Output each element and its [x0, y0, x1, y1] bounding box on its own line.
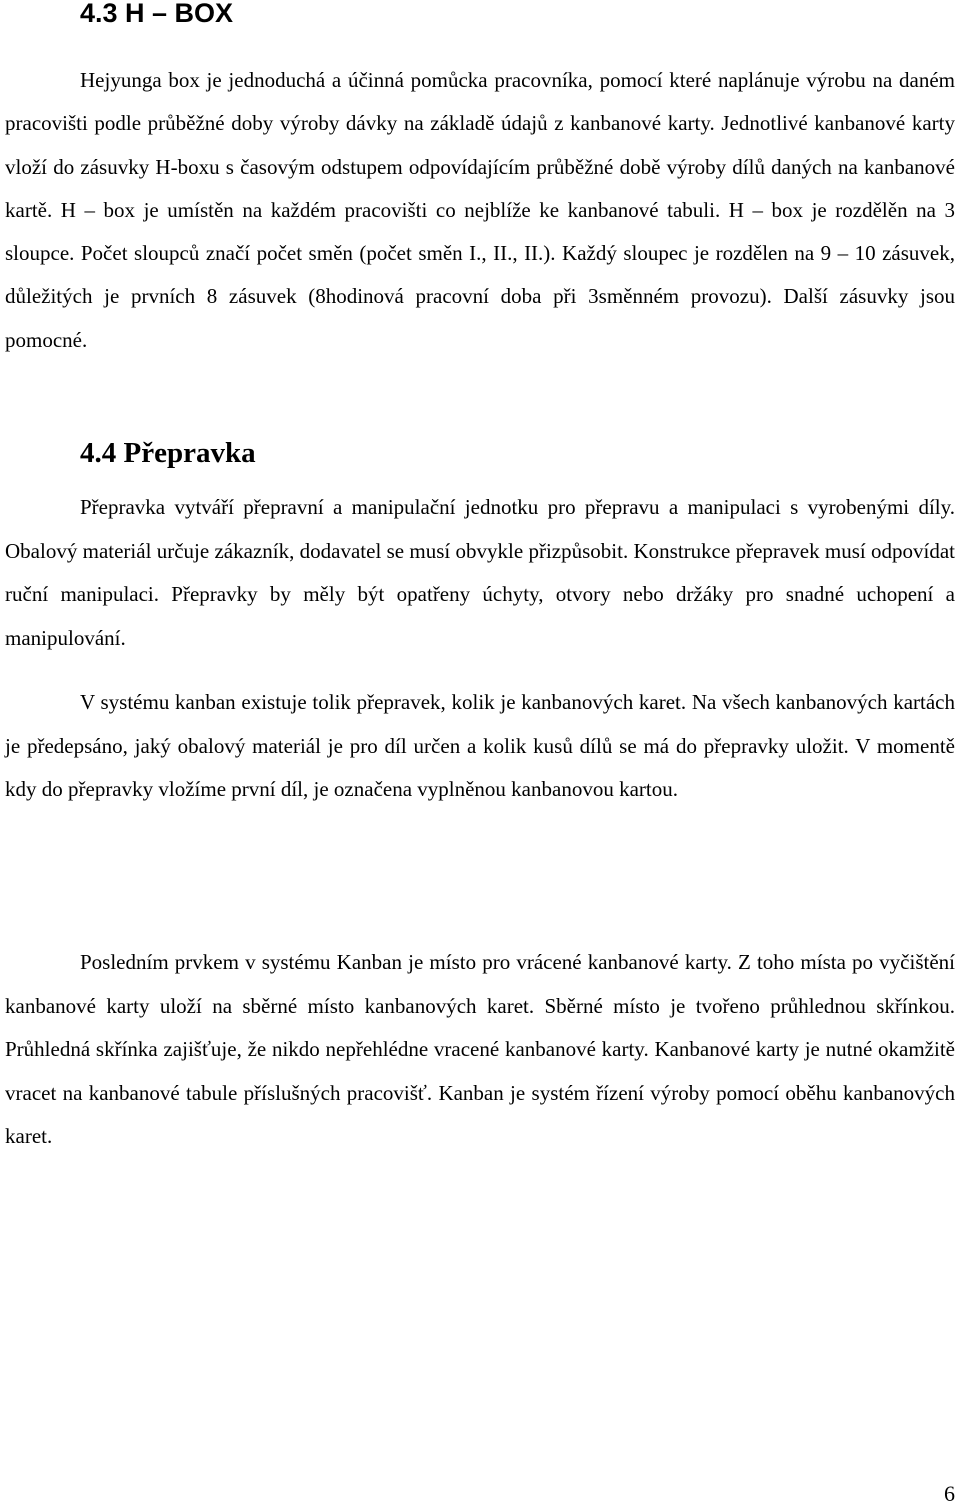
prepravka-paragraph-2: V systému kanban existuje tolik přepravek, kolik je kanbanových karet. Na všech kanbanových kartách je předepsáno, jaký obalový materiál je pro díl určen a kolik kusů dílů se má do přepravky uložit. V momentě kdy do přepravky vložíme první díl, je označena vyplněnou kanbanovou kartou. — [5, 690, 955, 801]
h-box-paragraph: Hejyunga box je jednoduchá a účinná pomůcka pracovníka, pomocí které naplánuje výrobu na daném pracovišti podle průběžné doby výroby dávky na základě údajů z kanbanové karty. Jednotlivé kanbanové karty vloží do zásuvky H-boxu s časovým odstupem odpovídajícím průběžné době výroby dílů daných na kanbanové kartě. H – box je umístěn na každém pracovišti co nejblíže ke kanbanové tabuli. H – box je rozdělěn na 3 sloupce. Počet sloupců značí počet směn (počet směn I., II., II.). Každý sloupec je rozdělen na 9 – 10 zásuvek, důležitých je prvních 8 zásuvek (8hodinová pracovní doba při 3směnném provozu). Další zásuvky jsou pomocné. — [5, 68, 955, 352]
section-heading-prepravka: 4.4 Přepravka — [80, 437, 256, 469]
prepravka-paragraph-3: Posledním prvkem v systému Kanban je místo pro vrácené kanbanové karty. Z toho místa po vyčištění kanbanové karty uloží na sběrné místo kanbanových karet. Sběrné místo je tvořeno průhlednou skřínkou. Průhledná skřínka zajišťuje, že nikdo nepřehlédne vracené kanbanové karty. Kanbanové karty je nutné okamžitě vracet na kanbanové tabule příslušných pracovišť. Kanban je systém řízení výroby pomocí oběhu kanbanových karet. — [5, 950, 955, 1148]
page-number: 6 — [944, 1481, 955, 1506]
prepravka-paragraph-1: Přepravka vytváří přepravní a manipulační jednotku pro přepravu a manipulaci s vyrobenými díly. Obalový materiál určuje zákazník, dodavatel se musí obvykle přizpůsobit. Konstrukce přepravek musí odpovídat ruční manipulaci. Přepravky by měly být opatřeny úchyty, otvory nebo držáky pro snadné uchopení a manipulování. — [5, 495, 955, 650]
section-heading-h-box: 4.3 H – BOX — [80, 0, 234, 28]
